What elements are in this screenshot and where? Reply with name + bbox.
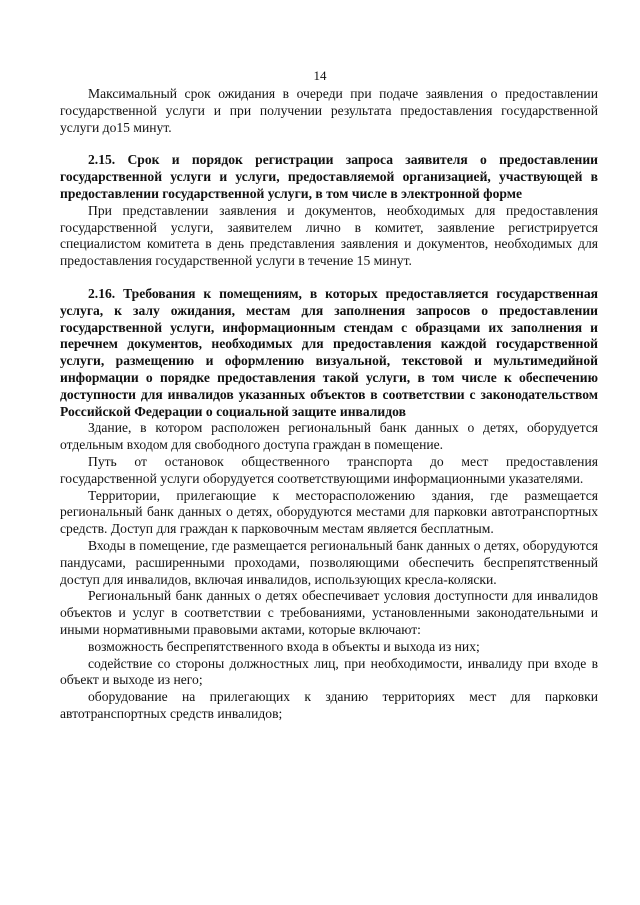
paragraph-route: Путь от остановок общественного транспорта до мест предоставления государственной услуги оборудуется соответствующими информационными указателями. bbox=[60, 453, 598, 486]
list-item-entry-exit: возможность беспрепятственного входа в объекты и выхода из них; bbox=[88, 638, 480, 654]
list-item-assistance: содействие со стороны должностных лиц, при необходимости, инвалиду при входе в объект и выходе из него; bbox=[60, 655, 598, 688]
heading-section-2-16: 2.16. Требования к помещениям, в которых предоставляется государственная услуга, к залу ожидания, местам для заполнения запросов о предоставлении государственной услуги, информационным стендам с образцами их заполнения и перечнем документов, необходимых для предоставления каждой государственной услуги, размещению и оформлению визуальной, текстовой и мультимедийной информации о порядке предоставления такой услуги, в том числе к обеспечению доступности для инвалидов указанных объектов в соответствии с законодательством Российской Федерации о социальной защите инвалидов bbox=[60, 285, 598, 419]
page-number: 14 bbox=[313, 68, 327, 83]
heading-section-2-15: 2.15. Срок и порядок регистрации запроса заявителя о предоставлении государственной услуги и услуги, предоставляемой организацией, участвующей в предоставлении государственной услуги, в том числе в электронной форме bbox=[60, 152, 598, 201]
paragraph-accessibility: Региональный банк данных о детях обеспечивает условия доступности для инвалидов объектов и услуг в соответствии с требованиями, установленными законодательными и иными нормативными правовыми актами, которые включают: bbox=[60, 588, 598, 637]
page-content bbox=[60, 86, 598, 723]
paragraph-wait-time: Максимальный срок ожидания в очереди при подаче заявления о предоставлении государственной услуги и при получении результата предоставления государственной услуги до15 минут. bbox=[60, 86, 598, 135]
paragraph-registration: При представлении заявления и документов, необходимых для предоставления государственной услуги, заявителем лично в комитет, заявление регистрируется специалистом комитета в день представления заявления и документов, необходимых для предоставления государственной услуги в течение 15 минут. bbox=[60, 202, 598, 269]
paragraph-building: Здание, в котором расположен региональный банк данных о детях, оборудуется отдельным входом для свободного доступа граждан в помещение. bbox=[60, 420, 598, 453]
paragraph-territory: Территории, прилегающие к месторасположению здания, где размещается региональный банк данных о детях, оборудуются местами для парковки автотранспортных средств. Доступ для граждан к парковочным местам является бесплатным. bbox=[60, 487, 598, 537]
paragraph-entrances: Входы в помещение, где размещается региональный банк данных о детях, оборудуются пандусами, расширенными проходами, позволяющими обеспечить беспрепятственный доступ для инвалидов, включая инвалидов, использующих кресла-коляски. bbox=[60, 537, 598, 587]
list-item-parking: оборудование на прилегающих к зданию территориях мест для парковки автотранспортных средств инвалидов; bbox=[60, 689, 598, 721]
